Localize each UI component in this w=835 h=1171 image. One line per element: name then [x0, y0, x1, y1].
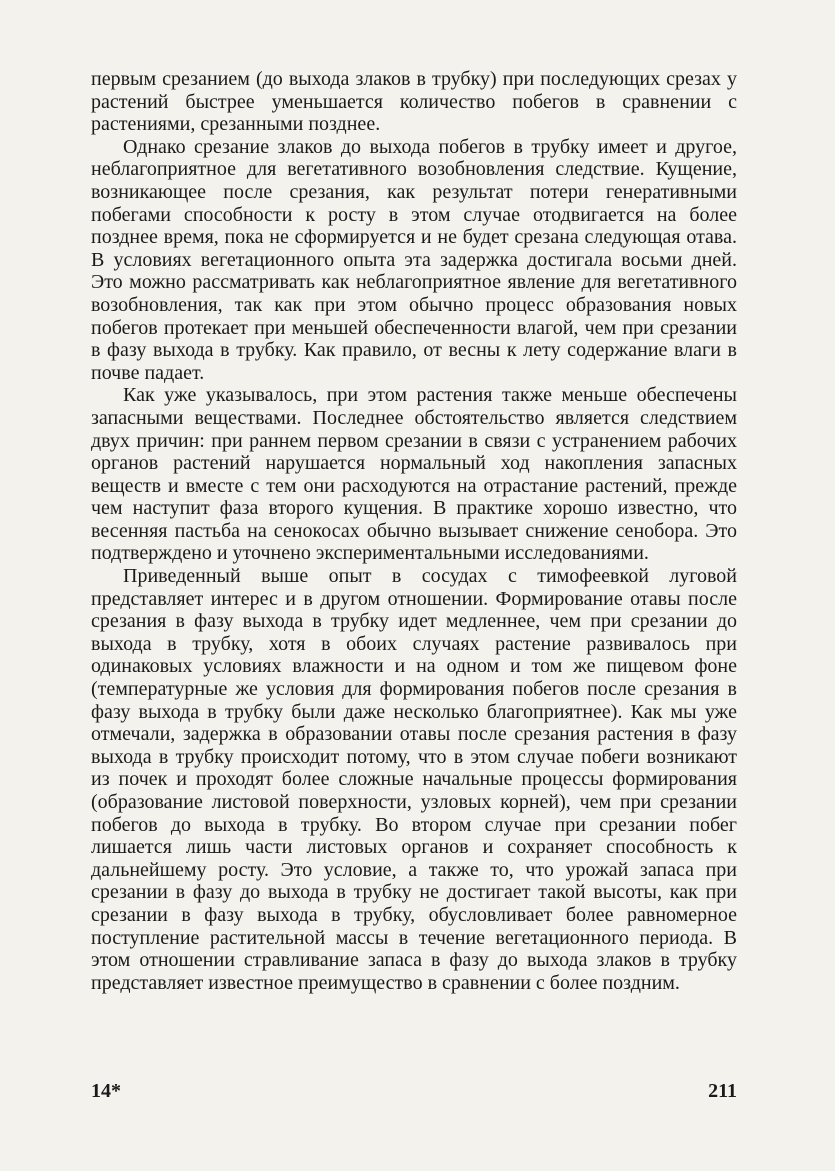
- body-text: [91, 68, 737, 994]
- paragraph: Как уже указывалось, при этом растения также меньше обеспечены запасными веществами. Последнее обстоятельство является следствием двух причин: при раннем первом срезании в связи с устранением рабочих органов растений нарушается нормальный ход накопления запасных веществ и вместе с тем они расходуются на отрастание растений, прежде чем наступит фаза второго кущения. В практике хорошо известно, что весенняя пастьба на сенокосах обычно вызывает снижение сенобора. Это подтверждено и уточнено экспериментальными исследованиями.: [91, 384, 737, 565]
- signature-mark: 14*: [91, 1080, 121, 1102]
- paragraph: Однако срезание злаков до выхода побегов в трубку имеет и другое, неблагоприятное для вегетативного возобновления следствие. Кущение, возникающее после срезания, как результат потери генеративными побегами способности к росту в этом случае отодвигается на более позднее время, пока не сформируется и не будет срезана следующая отава. В условиях вегетационного опыта эта задержка достигала восьми дней. Это можно рассматривать как неблагоприятное явление для вегетативного возобновления, так как при этом обычно процесс образования новых побегов протекает при меньшей обеспеченности влагой, чем при срезании в фазу выхода в трубку. Как правило, от весны к лету содержание влаги в почве падает.: [91, 135, 737, 384]
- paragraph-continuation: первым срезанием (до выхода злаков в трубку) при последующих срезах у растений быстрее уменьшается количество побегов в сравнении с растениями, срезанными позднее.: [91, 68, 737, 136]
- paragraph: Приведенный выше опыт в сосудах с тимофеевкой луговой представляет интерес и в другом отношении. Формирование отавы после срезания в фазу выхода в трубку идет медленнее, чем при срезании до выхода в трубку, хотя в обоих случаях растение развивалось при одинаковых условиях влажности и на одном и том же пищевом фоне (температурные же условия для формирования побегов после срезания в фазу выхода в трубку были даже несколько благоприятнее). Как мы уже отмечали, задержка в образовании отавы после срезания растения в фазу выхода в трубку происходит потому, что в этом случае побеги возникают из почек и проходят более сложные начальные процессы формирования (образование листовой поверхности, узловых корней), чем при срезании побегов до выхода в трубку. Во втором случае при срезании побег лишается лишь части листовых органов и сохраняет способность к дальнейшему росту. Это условие, а также то, что урожай запаса при срезании в фазу до выхода в трубку не достигает такой высоты, как при срезании в фазу выхода в трубку, обусловливает более равномерное поступление растительной массы в течение вегетационного периода. В этом отношении стравливание запаса в фазу до выхода злаков в трубку представляет известное преимущество в сравнении с более поздним.: [91, 565, 737, 994]
- page-footer: [91, 1080, 737, 1106]
- page-number: 211: [708, 1080, 737, 1102]
